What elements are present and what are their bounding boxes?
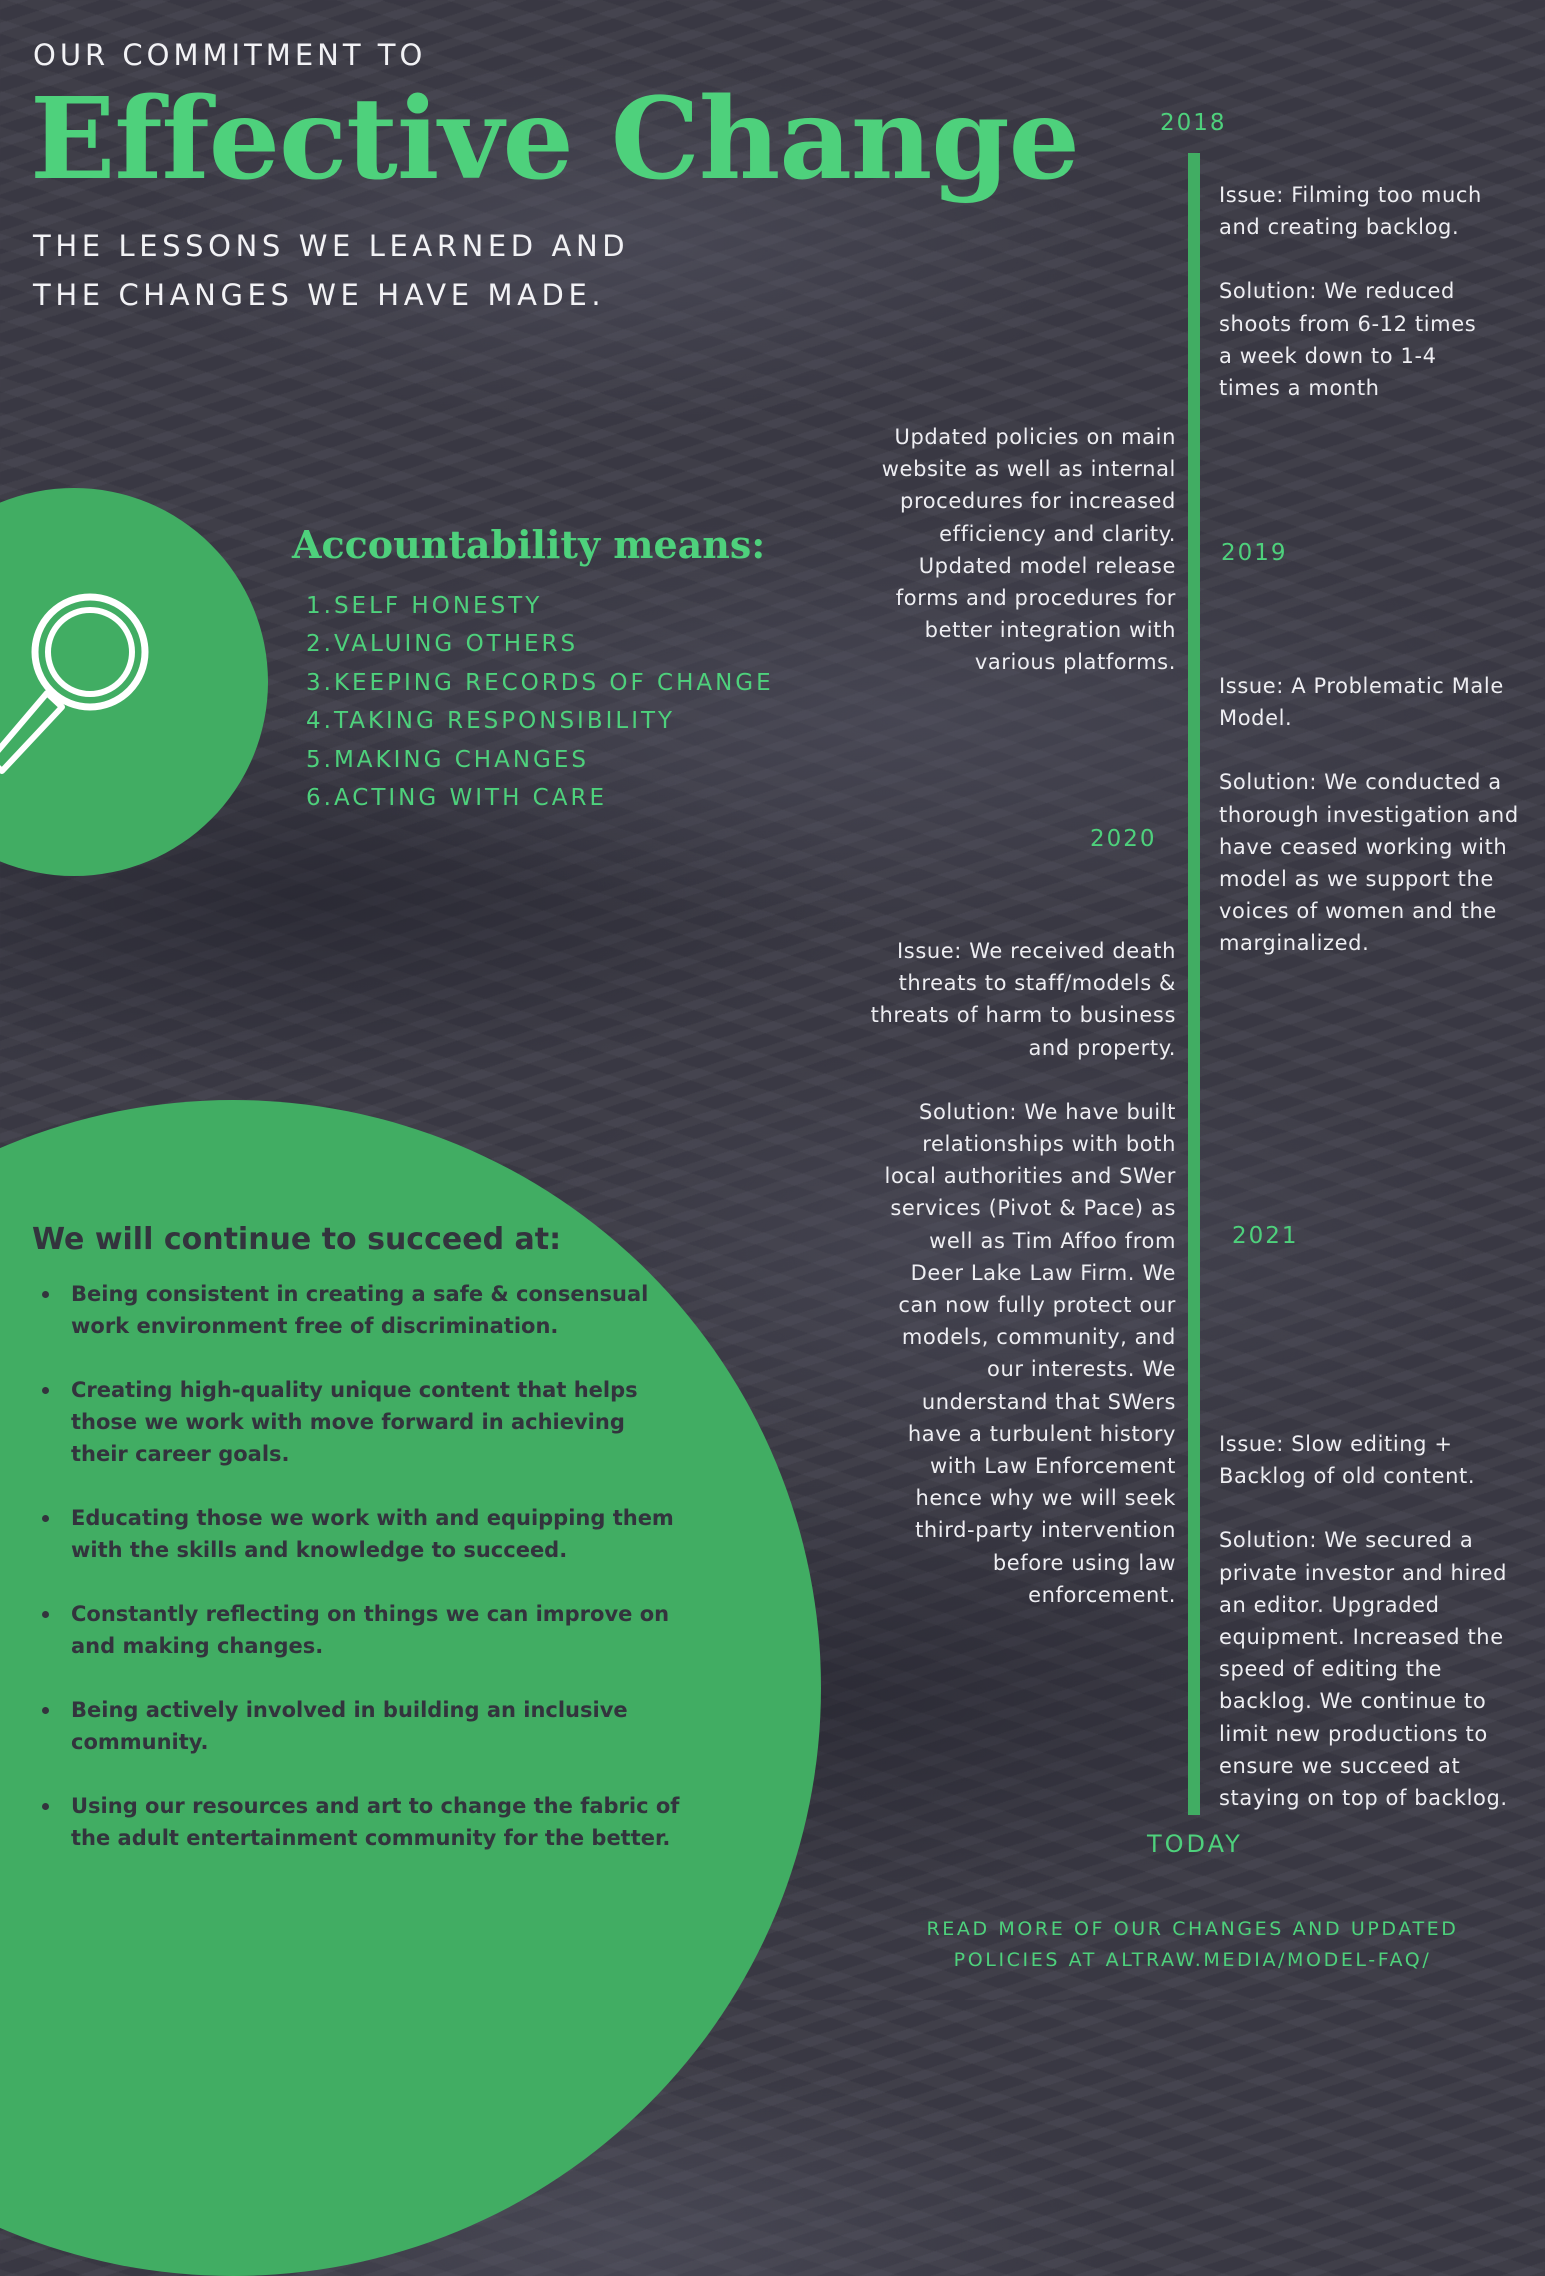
text-line: relationships with both	[922, 1132, 1176, 1157]
text-line: procedures for increased	[900, 489, 1176, 514]
entry-issue	[1219, 179, 1482, 243]
timeline-entry-2018	[1219, 179, 1482, 404]
text-line: limit new productions to	[1219, 1721, 1488, 1746]
text-line: equipment. Increased the	[1219, 1625, 1504, 1650]
timeline-entry-2019	[1219, 670, 1519, 960]
entry-solution	[1219, 275, 1482, 404]
text-line: marginalized.	[1219, 931, 1370, 956]
succeed-list	[40, 1278, 680, 1886]
entry-solution	[871, 1096, 1176, 1611]
text-line: before using law	[992, 1550, 1176, 1575]
text-line: thorough investigation and	[1219, 802, 1519, 827]
list-item: Using our resources and art to change the fabric of the adult entertainment community for the better.	[40, 1790, 680, 1854]
text-line: an editor. Upgraded	[1219, 1592, 1440, 1617]
list-item: 3.KEEPING RECORDS OF CHANGE	[306, 669, 774, 696]
text-line: website as well as internal	[881, 457, 1176, 482]
text-line: have ceased working with	[1219, 834, 1508, 859]
text-line: Solution: We secured a	[1219, 1528, 1474, 1553]
text-line: Solution: We conducted a	[1219, 770, 1502, 795]
header-kicker: OUR COMMITMENT TO	[33, 38, 427, 72]
text-line: backlog. We continue to	[1219, 1689, 1487, 1714]
list-item: 5.MAKING CHANGES	[306, 746, 589, 773]
entry-issue	[1219, 1428, 1508, 1492]
text-line: Deer Lake Law Firm. We	[910, 1260, 1176, 1285]
text-line: have a turbulent history	[907, 1421, 1176, 1446]
text-line: better integration with	[924, 618, 1176, 643]
timeline-year-2018: 2018	[1160, 110, 1227, 136]
magnifying-glass-icon	[0, 590, 160, 780]
text-line: various platforms.	[974, 650, 1176, 675]
list-item: Educating those we work with and equipping them with the skills and knowledge to succeed.	[40, 1502, 680, 1566]
timeline-entry-2021	[1219, 1428, 1508, 1814]
text-line: our interests. We	[987, 1357, 1176, 1382]
succeed-heading: We will continue to succeed at:	[32, 1222, 562, 1257]
text-line: staying on top of backlog.	[1219, 1786, 1508, 1811]
timeline-entry-2020	[871, 935, 1176, 1611]
subtitle-line: THE CHANGES WE HAVE MADE.	[33, 278, 606, 312]
timeline-year-2019: 2019	[1221, 540, 1288, 566]
text-line: Issue: We received death	[897, 939, 1176, 963]
text-line: understand that SWers	[921, 1389, 1176, 1414]
text-line: enforcement.	[1028, 1582, 1176, 1607]
text-line: Model.	[1219, 706, 1293, 731]
text-line: model as we support the	[1219, 867, 1494, 892]
list-item: Being actively involved in building an inclusive community.	[40, 1694, 680, 1758]
text-line: Solution: We reduced	[1219, 279, 1455, 304]
text-line: third-party intervention	[915, 1518, 1176, 1543]
entry-issue	[1219, 670, 1519, 734]
entry-solution	[1219, 766, 1519, 959]
entry-text	[882, 421, 1176, 679]
text-line: threats to staff/models &	[898, 971, 1176, 996]
text-line: ensure we succeed at	[1219, 1753, 1461, 1778]
text-line: voices of women and the	[1219, 899, 1497, 924]
text-line: Backlog of old content.	[1219, 1464, 1476, 1489]
text-line: Issue: Filming too much	[1219, 183, 1482, 207]
footer-note	[920, 1914, 1465, 1976]
list-item: 6.ACTING WITH CARE	[306, 785, 607, 812]
text-line: Issue: A Problematic Male	[1219, 674, 1504, 698]
text-line: shoots from 6-12 times	[1219, 311, 1477, 336]
list-item: 1.SELF HONESTY	[306, 593, 543, 619]
text-line: forms and procedures for	[895, 586, 1176, 611]
text-line: Solution: We have built	[919, 1099, 1176, 1124]
text-line: Updated model release	[918, 553, 1176, 578]
page-title: Effective Change	[30, 74, 1079, 205]
text-line: and creating backlog.	[1219, 215, 1460, 240]
text-line: speed of editing the	[1219, 1657, 1442, 1682]
text-line: models, community, and	[901, 1325, 1176, 1350]
accountability-heading: Accountability means:	[292, 522, 766, 567]
text-line: well as Tim Affoo from	[929, 1228, 1176, 1253]
timeline-today: TODAY	[1147, 1830, 1243, 1858]
text-line: efficiency and clarity.	[939, 521, 1176, 546]
text-line: times a month	[1219, 376, 1380, 401]
subtitle-line: THE LESSONS WE LEARNED AND	[33, 229, 630, 263]
footer-line: POLICIES AT ALTRAW.MEDIA/MODEL-FAQ/	[953, 1949, 1432, 1971]
text-line: private investor and hired	[1219, 1560, 1508, 1585]
list-item: 4.TAKING RESPONSIBILITY	[306, 708, 676, 735]
list-item: Being consistent in creating a safe & consensual work environment free of discrimination.	[40, 1278, 680, 1342]
timeline-year-2020: 2020	[1090, 826, 1157, 852]
entry-solution	[1219, 1524, 1508, 1814]
text-line: and property.	[1028, 1035, 1176, 1060]
timeline-year-2021: 2021	[1232, 1223, 1299, 1249]
list-item: 2.VALUING OTHERS	[306, 631, 579, 658]
text-line: services (Pivot & Pace) as	[890, 1196, 1176, 1221]
text-line: can now fully protect our	[898, 1293, 1176, 1318]
footer-line: READ MORE OF OUR CHANGES AND UPDATED	[926, 1918, 1459, 1940]
list-item: Creating high-quality unique content that helps those we work with move forward in achieving their career goals.	[40, 1374, 680, 1470]
timeline-entry-policies	[882, 421, 1176, 679]
list-item: Constantly reflecting on things we can improve on and making changes.	[40, 1598, 680, 1662]
timeline-line	[1188, 153, 1200, 1815]
accountability-list	[306, 587, 774, 817]
text-line: hence why we will seek	[915, 1486, 1176, 1511]
text-line: Updated policies on main	[894, 425, 1176, 449]
entry-issue	[871, 935, 1176, 1064]
text-line: local authorities and SWer	[884, 1164, 1176, 1189]
page-subtitle	[33, 222, 629, 320]
text-line: Issue: Slow editing +	[1219, 1432, 1453, 1456]
text-line: a week down to 1-4	[1219, 343, 1437, 368]
text-line: with Law Enforcement	[929, 1454, 1176, 1479]
text-line: threats of harm to business	[870, 1003, 1176, 1028]
